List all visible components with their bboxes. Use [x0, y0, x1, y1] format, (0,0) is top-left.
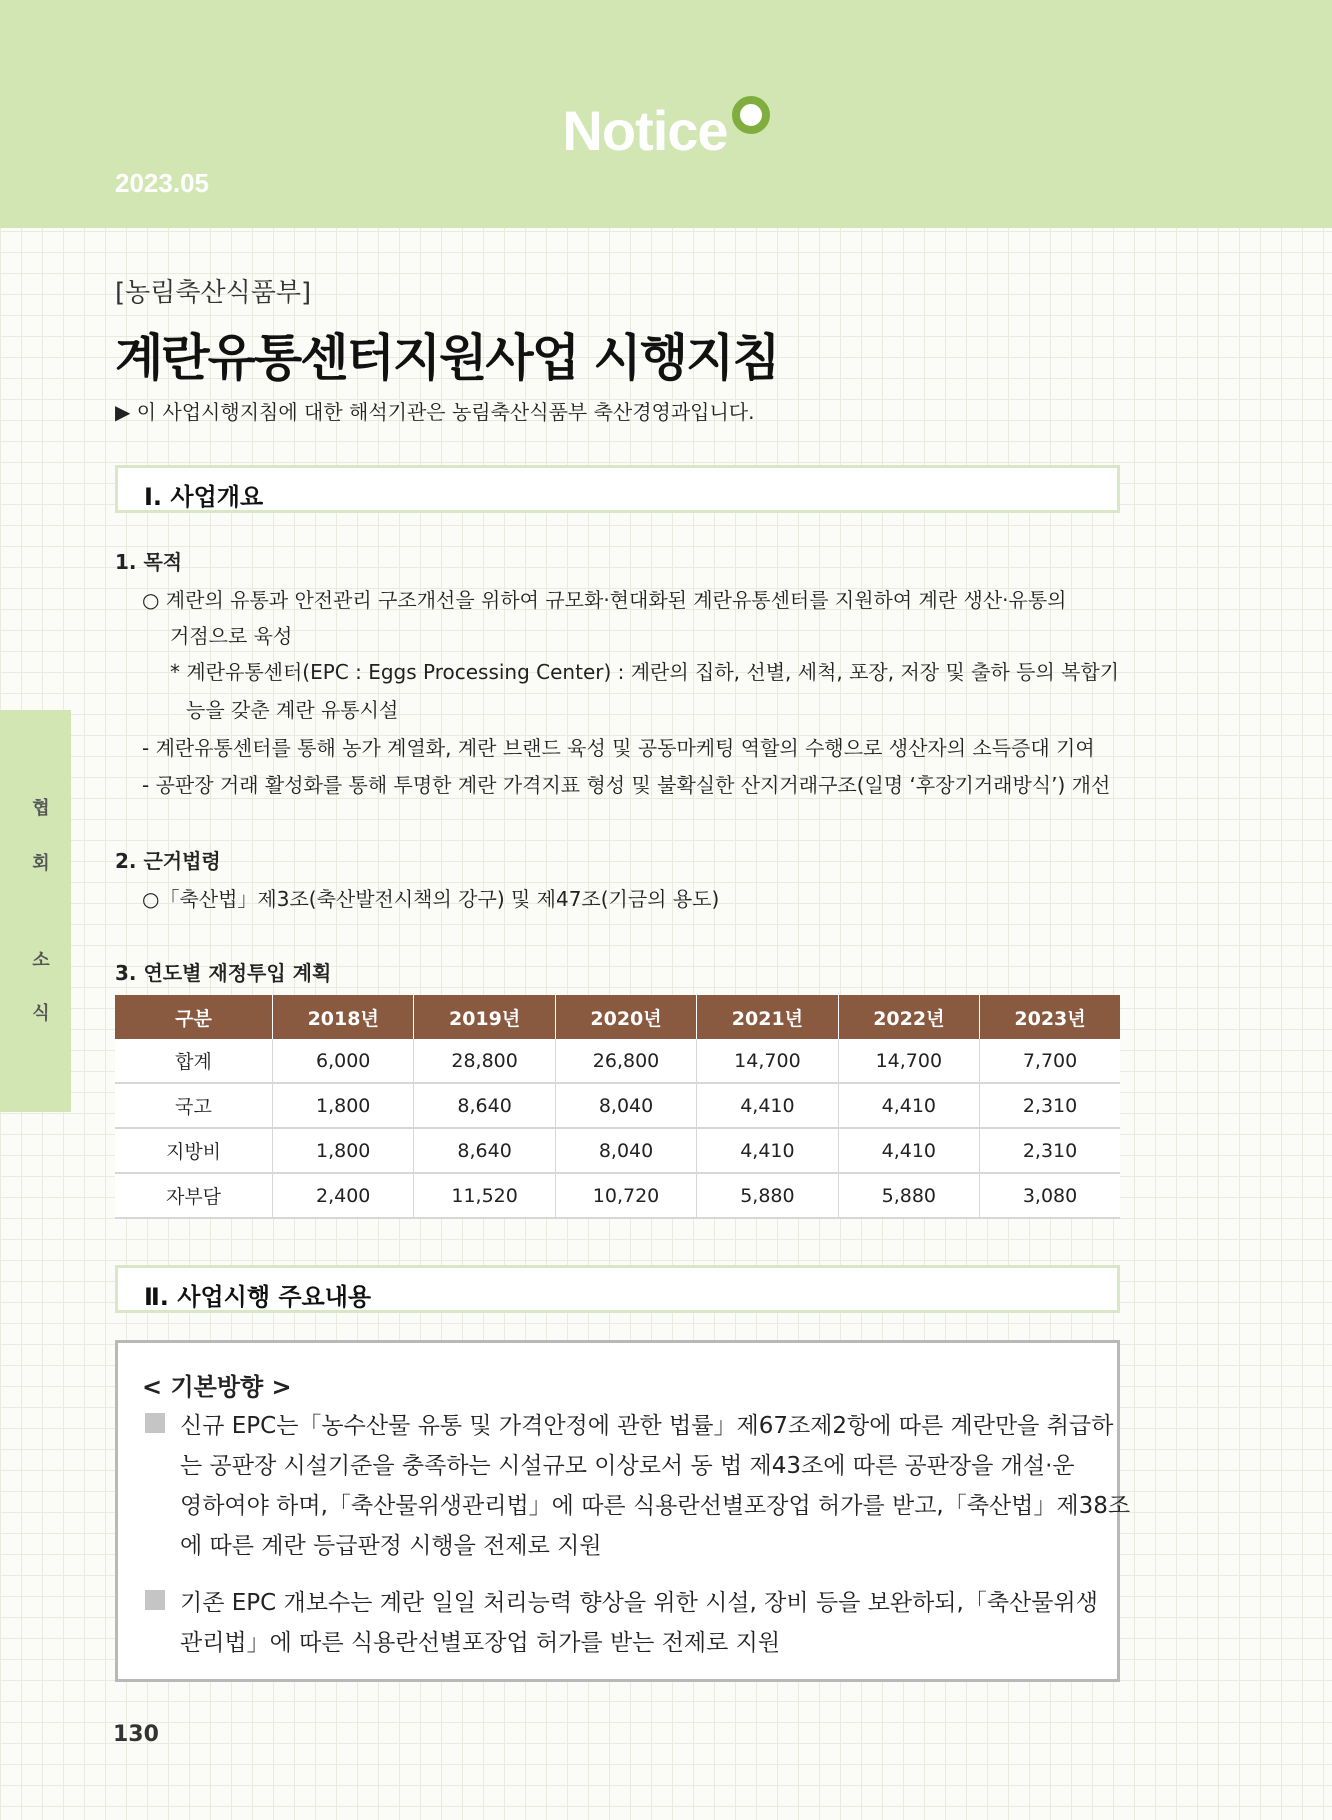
- notice-dot-icon: [732, 96, 770, 134]
- page-title: 계란유통센터지원사업 시행지침: [115, 329, 779, 387]
- table-cell: 6,000: [273, 1039, 414, 1083]
- table-cell: 4,410: [838, 1128, 979, 1173]
- table-cell: 8,040: [555, 1083, 696, 1128]
- table-header-row: [115, 995, 1120, 1039]
- purpose-heading: 1. 목적: [115, 550, 183, 574]
- basic-direction-title: < 기본방향 >: [142, 1373, 292, 1401]
- table-cell: 2,400: [273, 1173, 414, 1218]
- table-row: [115, 1173, 1120, 1218]
- table-cell: 자부담: [115, 1173, 273, 1218]
- direction-paragraph-line: 신규 EPC는「농수산물 유통 및 가격안정에 관한 법률」제67조제2항에 따른 계란만을 취급하: [180, 1413, 1114, 1439]
- intro-note: ▶ 이 사업시행지침에 대한 해석기관은 농림축산식품부 축산경영과입니다.: [115, 400, 755, 424]
- table-cell: 5,880: [838, 1173, 979, 1218]
- purpose-note: * 계란유통센터(EPC : Eggs Processing Center) : 계란의 집하, 선별, 세척, 포장, 저장 및 출하 등의 복합기: [170, 660, 1120, 684]
- header-banner: [0, 0, 1332, 228]
- table-cell: 11,520: [414, 1173, 555, 1218]
- section-2-title: Ⅱ. 사업시행 주요내용: [144, 1283, 372, 1311]
- table-row: [115, 1128, 1120, 1173]
- budget-table: [115, 995, 1120, 1219]
- page-number: 130: [113, 1722, 159, 1747]
- table-cell: 2,310: [980, 1083, 1120, 1128]
- notice-title: Notice: [0, 98, 1332, 163]
- table-cell: 7,700: [980, 1039, 1120, 1083]
- direction-paragraph-line: 기존 EPC 개보수는 계란 일일 처리능력 향상을 위한 시설, 장비 등을 보완하되,「축산물위생: [180, 1590, 1098, 1616]
- table-cell: 8,640: [414, 1128, 555, 1173]
- table-row: [115, 1039, 1120, 1083]
- table-cell: 2,310: [980, 1128, 1120, 1173]
- direction-paragraph-line: 는 공판장 시설기준을 충족하는 시설규모 이상로서 동 법 제43조에 따른 공판장을 개설·운: [180, 1453, 1075, 1479]
- side-tab-char: 회: [29, 853, 50, 871]
- side-tab-char: 식: [29, 1003, 50, 1021]
- table-header-cell: 2019년: [414, 995, 555, 1039]
- table-cell: 4,410: [697, 1083, 838, 1128]
- table-cell: 14,700: [697, 1039, 838, 1083]
- table-header-cell: 2020년: [555, 995, 696, 1039]
- table-cell: 26,800: [555, 1039, 696, 1083]
- side-tab-char: 협: [29, 798, 50, 816]
- section-1-title: Ⅰ. 사업개요: [144, 483, 264, 511]
- square-bullet-icon: [145, 1413, 165, 1433]
- table-cell: 3,080: [980, 1173, 1120, 1218]
- law-heading: 2. 근거법령: [115, 849, 221, 873]
- issue-date: 2023.05: [115, 168, 209, 198]
- table-header-cell: 구분: [115, 995, 273, 1039]
- table-cell: 국고: [115, 1083, 273, 1128]
- table-cell: 10,720: [555, 1173, 696, 1218]
- table-cell: 4,410: [838, 1083, 979, 1128]
- purpose-line: - 공판장 거래 활성화를 통해 투명한 계란 가격지표 형성 및 불확실한 산지거래구조(일명 ‘후장기거래방식’) 개선: [142, 773, 1111, 797]
- purpose-line: ○ 계란의 유통과 안전관리 구조개선을 위하여 규모화·현대화된 계란유통센터를 지원하여 계란 생산·유통의: [142, 588, 1067, 612]
- table-cell: 5,880: [697, 1173, 838, 1218]
- purpose-line: 거점으로 육성: [170, 624, 293, 648]
- section-1-header: [115, 465, 1120, 513]
- ministry-label: [농림축산식품부]: [115, 278, 312, 308]
- table-cell: 1,800: [273, 1128, 414, 1173]
- table-header-cell: 2023년: [980, 995, 1120, 1039]
- square-bullet-icon: [145, 1590, 165, 1610]
- side-tab: [0, 710, 71, 1112]
- table-header-cell: 2018년: [273, 995, 414, 1039]
- table-cell: 8,640: [414, 1083, 555, 1128]
- table-cell: 합계: [115, 1039, 273, 1083]
- section-2-header: [115, 1265, 1120, 1313]
- table-header-cell: 2021년: [697, 995, 838, 1039]
- table-cell: 28,800: [414, 1039, 555, 1083]
- direction-paragraph-line: 관리법」에 따른 식용란선별포장업 허가를 받는 전제로 지원: [180, 1630, 781, 1656]
- direction-paragraph-line: 에 따른 계란 등급판정 시행을 전제로 지원: [180, 1533, 602, 1559]
- law-line: ○「축산법」제3조(축산발전시책의 강구) 및 제47조(기금의 용도): [142, 887, 720, 911]
- table-header-cell: 2022년: [838, 995, 979, 1039]
- table-cell: 4,410: [697, 1128, 838, 1173]
- table-cell: 지방비: [115, 1128, 273, 1173]
- side-tab-char: 소: [29, 950, 50, 968]
- table-cell: 14,700: [838, 1039, 979, 1083]
- table-cell: 1,800: [273, 1083, 414, 1128]
- table-cell: 8,040: [555, 1128, 696, 1173]
- budget-heading: 3. 연도별 재정투입 계획: [115, 961, 332, 985]
- direction-paragraph-line: 영하여야 하며,「축산물위생관리법」에 따른 식용란선별포장업 허가를 받고,「축산법」제38조: [180, 1493, 1131, 1519]
- purpose-note: 능을 갖춘 계란 유통시설: [186, 698, 399, 722]
- purpose-line: - 계란유통센터를 통해 농가 계열화, 계란 브랜드 육성 및 공동마케팅 역할의 수행으로 생산자의 소득증대 기여: [142, 736, 1095, 760]
- table-row: [115, 1083, 1120, 1128]
